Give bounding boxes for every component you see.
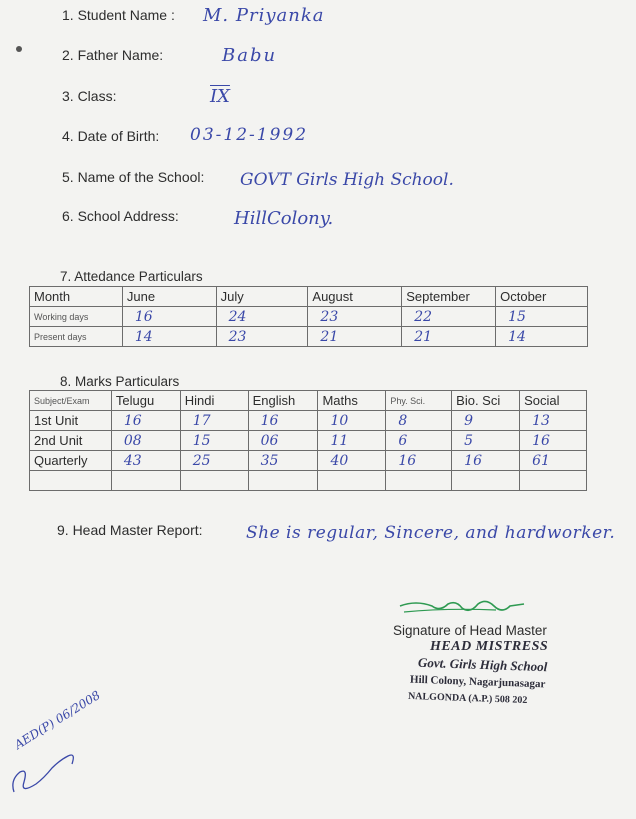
stamp-line: Govt. Girls High School	[417, 654, 548, 675]
marks-row	[30, 471, 587, 491]
attendance-cell: 14	[496, 327, 588, 347]
attendance-header-cell: August	[308, 287, 402, 307]
marks-row	[30, 451, 587, 471]
marks-cell: 16	[248, 411, 318, 431]
attendance-cell: 21	[402, 327, 496, 347]
marks-cell: 35	[248, 451, 318, 471]
head-master-signature	[396, 596, 528, 626]
marks-table	[29, 390, 587, 491]
marks-title: 8. Marks Particulars	[60, 374, 180, 389]
marks-cell: 11	[318, 431, 386, 451]
marks-cell: 6	[386, 431, 452, 451]
marks-cell: 8	[386, 411, 452, 431]
marks-cell	[520, 471, 587, 491]
attendance-row-label: Present days	[30, 327, 123, 347]
student-name-label: 1. Student Name :	[62, 7, 175, 23]
marks-cell: 40	[318, 451, 386, 471]
marks-cell: 43	[111, 451, 180, 471]
attendance-cell: 21	[308, 327, 402, 347]
stamp-line: HEAD MISTRESS	[430, 639, 549, 654]
father-name-value: Babu	[222, 45, 278, 66]
dob-label: 4. Date of Birth:	[62, 128, 160, 144]
student-name-value: M. Priyanka	[203, 5, 325, 26]
marks-header-cell: Phy. Sci.	[386, 391, 452, 411]
marks-header-cell: Subject/Exam	[30, 391, 112, 411]
stray-mark	[16, 46, 22, 52]
marks-cell: 16	[452, 451, 520, 471]
marks-cell	[318, 471, 386, 491]
attendance-cell: 23	[216, 327, 308, 347]
attendance-cell: 24	[216, 307, 308, 327]
corner-note: AED(P) 06/2008	[12, 687, 103, 752]
report-label: 9. Head Master Report:	[57, 522, 203, 538]
attendance-header-cell: July	[216, 287, 308, 307]
marks-header-cell: Social	[520, 391, 587, 411]
marks-row-label: Quarterly	[30, 451, 112, 471]
marks-cell: 16	[386, 451, 452, 471]
stamp-line: NALGONDA (A.P.) 508 202	[407, 690, 528, 707]
marks-header-row	[30, 391, 587, 411]
attendance-header-row	[30, 287, 588, 307]
marks-cell: 13	[520, 411, 587, 431]
marks-cell: 25	[180, 451, 248, 471]
attendance-title: 7. Attedance Particulars	[60, 269, 203, 284]
school-address-label: 6. School Address:	[62, 208, 179, 224]
attendance-table	[29, 286, 588, 347]
marks-row-label: 2nd Unit	[30, 431, 112, 451]
attendance-cell: 16	[122, 307, 216, 327]
attendance-row	[30, 327, 588, 347]
father-name-label: 2. Father Name:	[62, 47, 164, 63]
attendance-cell: 14	[122, 327, 216, 347]
corner-scribble-stroke	[13, 755, 73, 792]
attendance-row	[30, 307, 588, 327]
marks-header-cell: Hindi	[180, 391, 248, 411]
marks-header-cell: Bio. Sci	[452, 391, 520, 411]
marks-header-cell: English	[248, 391, 318, 411]
marks-row-label: 1st Unit	[30, 411, 112, 431]
attendance-header-cell: October	[496, 287, 588, 307]
attendance-row-label: Working days	[30, 307, 123, 327]
marks-row-label	[30, 471, 112, 491]
marks-cell: 16	[520, 431, 587, 451]
marks-cell: 16	[111, 411, 180, 431]
attendance-header-cell: September	[402, 287, 496, 307]
marks-header-cell: Telugu	[111, 391, 180, 411]
marks-header-cell: Maths	[318, 391, 386, 411]
stamp-line: Hill Colony, Nagarjunasagar	[409, 673, 546, 691]
marks-cell: 15	[180, 431, 248, 451]
school-address-value: HillColony.	[234, 208, 334, 229]
attendance-header-cell: Month	[30, 287, 123, 307]
marks-cell: 9	[452, 411, 520, 431]
marks-cell: 06	[248, 431, 318, 451]
attendance-header-cell: June	[122, 287, 216, 307]
report-value: She is regular, Sincere, and hardworker.	[246, 523, 616, 543]
attendance-cell: 22	[402, 307, 496, 327]
marks-row	[30, 431, 587, 451]
marks-cell: 5	[452, 431, 520, 451]
signature-caption: Signature of Head Master	[393, 623, 547, 638]
class-value: $\overline{IX}$	[210, 86, 230, 107]
attendance-cell: 23	[308, 307, 402, 327]
marks-cell	[452, 471, 520, 491]
marks-cell: 08	[111, 431, 180, 451]
marks-cell	[248, 471, 318, 491]
dob-value: 03-12-1992	[190, 125, 309, 145]
marks-cell: 17	[180, 411, 248, 431]
school-name-value: GOVT Girls High School.	[240, 170, 454, 190]
marks-cell: 61	[520, 451, 587, 471]
marks-cell	[386, 471, 452, 491]
class-label: 3. Class:	[62, 88, 117, 104]
marks-cell	[111, 471, 180, 491]
marks-cell: 10	[318, 411, 386, 431]
attendance-cell: 15	[496, 307, 588, 327]
school-name-label: 5. Name of the School:	[62, 169, 205, 185]
marks-cell	[180, 471, 248, 491]
signature-underline	[404, 609, 496, 612]
marks-row	[30, 411, 587, 431]
